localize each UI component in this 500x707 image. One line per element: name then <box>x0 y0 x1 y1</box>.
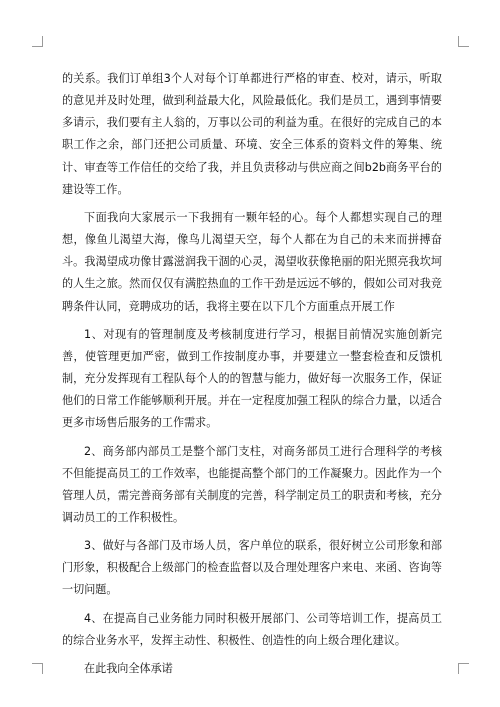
document-body <box>62 68 442 680</box>
paragraph-1: 的关系。我们订单组3个人对每个订单都进行严格的审查、校对，请示，听取的意见并及时处理，做到利益最大化，风险最低化。我们是员工，遇到事情要多请示，我们要有主人翁的，万事以公司的利益为重。在很好的完成自己的本职工作之余，部门还把公司质量、环境、安全三体系的资料文件的筹集、统计、审查等工作信任的交给了我，并且负责移动与供应商之间b2b商务平台的建设等工作。 <box>62 72 442 196</box>
paragraph-7: 在此我向全体承诺 <box>84 661 173 675</box>
paragraph-3: 1、对现有的管理制度及考核制度进行学习，根据目前情况实施创新完善，使管理更加严密，做到工作按制度办事，并要建立一整套检查和反馈机制，充分发挥现有工程队每个人的的智慧与能力，做好每一次服务工作，保证他们的日常工作能够顺利开展。并在一定程度加强工程队的综合力量，以适合更多市场售后服务的工作需求。 <box>62 327 442 430</box>
crop-mark-bottom-right <box>458 663 469 674</box>
paragraph-5: 3、做好与各部门及市场人员，客户单位的联系，很好树立公司形象和部门形象，积极配合上级部门的检查监督以及合理处理客户来电、来函、咨询等一切问题。 <box>62 539 442 597</box>
paragraph-6: 4、在提高自己业务能力同时积极开展部门、公司等培训工作，提高员工的综合业务水平，发挥主动性、积极性、创造性的向上级合理化建议。 <box>62 611 442 647</box>
paragraph-4: 2、商务部内部员工是整个部门支柱，对商务部员工进行合理科学的考核不但能提高员工的工作效率，也能提高整个部门的工作凝聚力。因此作为一个管理人员，需完善商务部有关制度的完善，科学制定员工的职责和考核，充分调动员工的工作积极性。 <box>62 444 442 524</box>
paragraph-2: 下面我向大家展示一下我拥有一颗年轻的心。每个人都想实现自己的理想，像鱼儿渴望大海，像鸟儿渴望天空，每个人都在为自己的未来而拼搏奋斗。我渴望成功像甘露滋润我干涸的心灵，渴望收获像艳丽的阳光照亮我坎坷的人生之旅。然而仅仅有满腔热血的工作干劲是远远不够的，假如公司对我竞聘条件认同，竞聘成功的话，我将主要在以下几个方面重点开展工作 <box>62 210 442 313</box>
crop-mark-top-right <box>458 36 469 47</box>
crop-mark-bottom-left <box>32 663 43 674</box>
crop-mark-top-left <box>32 36 43 47</box>
